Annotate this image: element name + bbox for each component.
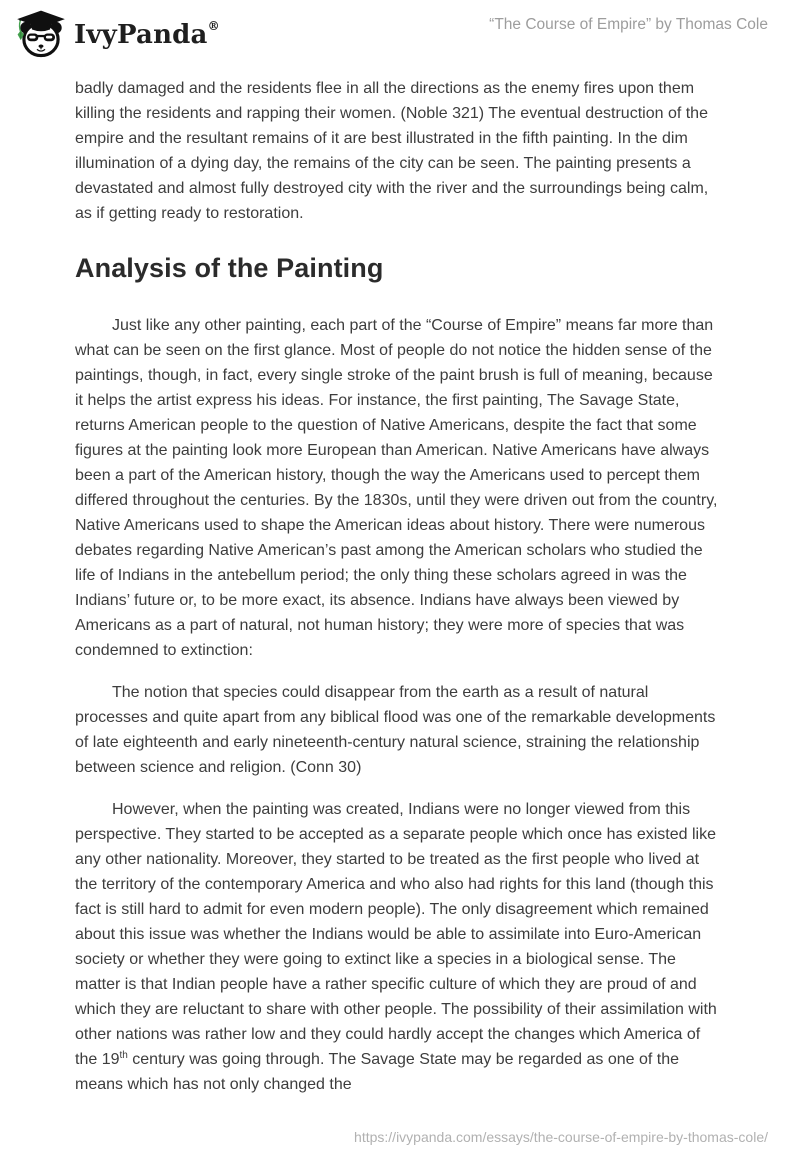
source-url[interactable]: https://ivypanda.com/essays/the-course-of-empire-by-thomas-cole/ — [354, 1129, 768, 1145]
essay-content — [75, 76, 725, 1097]
paragraph-analysis: Just like any other painting, each part of the “Course of Empire” means far more than what can be seen on the first glance. Most of people do not notice the hidden sense of the paintings, though, in fact, every single stroke of the paint brush is full of meaning, because it helps the artist express his ideas. For instance, the first painting, The Savage State, returns American people to the question of Native Americans, despite the fact that some figures at the painting look more European than American. Native Americans have always been a part of the American history, though the way the Americans used to percept them differed throughout the centuries. By the 1830s, until they were driven out from the country, Native Americans used to shape the American ideas about history. There were numerous debates regarding Native American’s past among the American scholars who studied the life of Indians in the antebellum period; the only thing these scholars agreed in was the Indians’ future or, to be more exact, its absence. Indians have always been viewed by Americans as a part of natural, not human history; they were more of species that was condemned to extinction: — [75, 317, 718, 660]
ivypanda-logo[interactable] — [14, 8, 220, 60]
paragraph-text: century was going through. The Savage State may be regarded as one of the means which has not only changed the — [75, 1051, 679, 1094]
page-header — [0, 0, 800, 62]
paragraph-quote: The notion that species could disappear from the earth as a result of natural processes and quite apart from any biblical flood was one of the remarkable developments of late eighteenth and early nineteenth-century natural science, straining the relationship between science and religion. (Conn 30) — [75, 684, 716, 777]
page-footer — [354, 1129, 768, 1147]
paragraph-continuation: badly damaged and the residents flee in all the directions as the enemy fires upon them killing the residents and rapping their women. (Noble 321) The eventual destruction of the empire and the resultant remains of it are best illustrated in the fifth painting. In the dim illumination of a dying day, the remains of the city can be seen. The painting presents a devastated and almost fully destroyed city with the river and the surroundings being calm, as if getting ready to restoration. — [75, 80, 709, 222]
brand-name: IvyPanda® — [74, 19, 220, 50]
panda-graduate-icon — [14, 8, 68, 60]
paragraph-however — [75, 797, 725, 1097]
paragraph-text: However, when the painting was created, Indians were no longer viewed from this perspective. They started to be accepted as a separate people which once has existed like any other nationality. Moreover, they started to be treated as the first people who lived at the territory of the contemporary America and who also had rights for this land (though this fact is still hard to admit for even modern people). The only disagreement which remained about this issue was whether the Indians would be able to assimilate into Euro-American society or whether they were going to extinct like a species in a biological sense. The matter is that Indian people have a rather specific culture of which they are proud of and which they are reluctant to share with other people. The possibility of their assimilation with other nations was rather low and they could hardly accept the changes which America of the 19 — [75, 801, 717, 1069]
registered-trademark: ® — [207, 19, 220, 33]
document-title: “The Course of Empire” by Thomas Cole — [489, 16, 768, 33]
section-heading: Analysis of the Painting — [75, 253, 384, 283]
ordinal-superscript: th — [119, 1050, 128, 1062]
